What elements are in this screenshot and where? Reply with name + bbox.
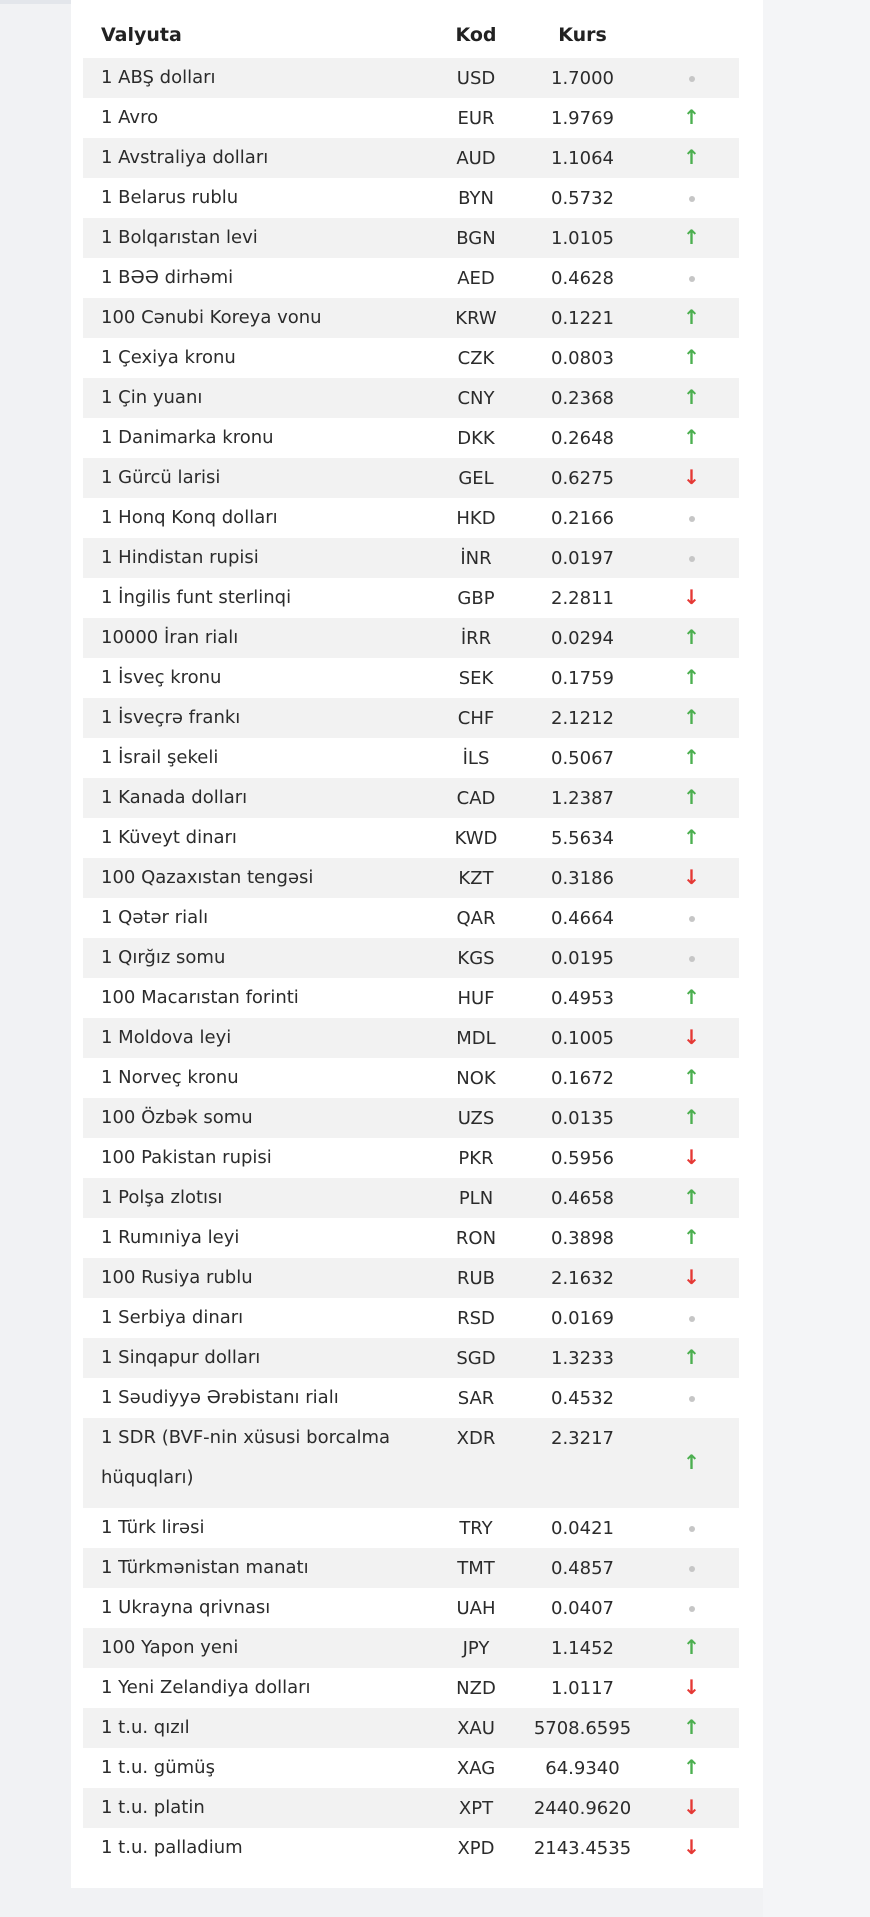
- exchange-rate: 2.1632: [521, 1258, 644, 1298]
- arrow-up-icon: ↑: [683, 785, 700, 809]
- arrow-up-icon: ↑: [683, 385, 700, 409]
- table-row: [83, 178, 739, 218]
- table-row: [83, 818, 739, 858]
- currency-name: 1 Serbiya dinarı: [83, 1298, 431, 1338]
- arrow-up-icon: ↑: [683, 705, 700, 729]
- no-change-dot-icon: [689, 1396, 695, 1402]
- currency-code: CAD: [431, 778, 521, 818]
- currency-name: 1 Hindistan rupisi: [83, 538, 431, 578]
- table-row: [83, 1508, 739, 1548]
- currency-code: HUF: [431, 978, 521, 1018]
- arrow-up-icon: ↑: [683, 425, 700, 449]
- currency-name: 1 Yeni Zelandiya dolları: [83, 1668, 431, 1708]
- exchange-rate: 0.4664: [521, 898, 644, 938]
- currency-name: 1 Küveyt dinarı: [83, 818, 431, 858]
- arrow-up-icon: ↑: [683, 145, 700, 169]
- currency-table: [83, 12, 739, 1868]
- trend-cell: [644, 1338, 739, 1378]
- trend-cell: [644, 258, 739, 298]
- trend-cell: [644, 1668, 739, 1708]
- trend-cell: [644, 498, 739, 538]
- currency-code: RON: [431, 1218, 521, 1258]
- no-change-dot-icon: [689, 1606, 695, 1612]
- table-row: [83, 1018, 739, 1058]
- table-row: [83, 1138, 739, 1178]
- arrow-up-icon: ↑: [683, 1755, 700, 1779]
- currency-name: 1 Səudiyyə Ərəbistanı rialı: [83, 1378, 431, 1418]
- exchange-rate: 0.4658: [521, 1178, 644, 1218]
- no-change-dot-icon: [689, 516, 695, 522]
- currency-code: XAU: [431, 1708, 521, 1748]
- table-row: [83, 1338, 739, 1378]
- arrow-up-icon: ↑: [683, 665, 700, 689]
- trend-cell: [644, 338, 739, 378]
- currency-code: KZT: [431, 858, 521, 898]
- table-row: [83, 538, 739, 578]
- header-code: Kod: [455, 24, 497, 46]
- exchange-rate: 0.1221: [521, 298, 644, 338]
- table-row: [83, 1628, 739, 1668]
- currency-name: 1 Kanada dolları: [83, 778, 431, 818]
- currency-name: 1 Rumıniya leyi: [83, 1218, 431, 1258]
- currency-code: AUD: [431, 138, 521, 178]
- currency-code: GBP: [431, 578, 521, 618]
- trend-cell: [644, 1178, 739, 1218]
- table-row: [83, 138, 739, 178]
- table-row: [83, 698, 739, 738]
- exchange-rate: 0.3186: [521, 858, 644, 898]
- header-trend: [644, 12, 739, 58]
- table-row: [83, 1668, 739, 1708]
- trend-cell: [644, 218, 739, 258]
- header-rate: Kurs: [558, 24, 607, 46]
- arrow-up-icon: ↑: [683, 1715, 700, 1739]
- currency-code: JPY: [431, 1628, 521, 1668]
- currency-name: 1 Türk lirəsi: [83, 1508, 431, 1548]
- exchange-rate: 2143.4535: [521, 1828, 644, 1868]
- currency-code: QAR: [431, 898, 521, 938]
- trend-cell: [644, 1018, 739, 1058]
- exchange-rate: 0.0197: [521, 538, 644, 578]
- exchange-rate: 0.1672: [521, 1058, 644, 1098]
- currency-code: SGD: [431, 1338, 521, 1378]
- exchange-rate: 0.4628: [521, 258, 644, 298]
- table-row: [83, 1588, 739, 1628]
- exchange-rate: 1.1064: [521, 138, 644, 178]
- table-row: [83, 1258, 739, 1298]
- trend-cell: [644, 898, 739, 938]
- trend-cell: [644, 1378, 739, 1418]
- arrow-up-icon: ↑: [683, 1225, 700, 1249]
- exchange-rate: 1.0105: [521, 218, 644, 258]
- arrow-up-icon: ↑: [683, 305, 700, 329]
- currency-code: NOK: [431, 1058, 521, 1098]
- exchange-rate: 1.0117: [521, 1668, 644, 1708]
- arrow-down-icon: ↓: [683, 1795, 700, 1819]
- arrow-down-icon: ↓: [683, 1835, 700, 1859]
- exchange-rate: 1.7000: [521, 58, 644, 98]
- exchange-rate: 0.0169: [521, 1298, 644, 1338]
- arrow-down-icon: ↓: [683, 465, 700, 489]
- table-row: [83, 1418, 739, 1508]
- exchange-rate: 0.2648: [521, 418, 644, 458]
- table-row: [83, 338, 739, 378]
- arrow-down-icon: ↓: [683, 1025, 700, 1049]
- arrow-up-icon: ↑: [683, 1105, 700, 1129]
- arrow-down-icon: ↓: [683, 1265, 700, 1289]
- table-row: [83, 418, 739, 458]
- currency-code: CNY: [431, 378, 521, 418]
- table-header: [83, 12, 739, 58]
- trend-cell: [644, 178, 739, 218]
- table-row: [83, 778, 739, 818]
- exchange-rate: 0.1759: [521, 658, 644, 698]
- exchange-rate: 2.2811: [521, 578, 644, 618]
- currency-name: 1 BƏƏ dirhəmi: [83, 258, 431, 298]
- currency-code: TMT: [431, 1548, 521, 1588]
- table-row: [83, 1378, 739, 1418]
- exchange-rate: 0.0294: [521, 618, 644, 658]
- currency-code: İNR: [431, 538, 521, 578]
- no-change-dot-icon: [689, 276, 695, 282]
- exchange-rate: 0.0135: [521, 1098, 644, 1138]
- exchange-rate: 0.6275: [521, 458, 644, 498]
- currency-name: 1 Norveç kronu: [83, 1058, 431, 1098]
- table-row: [83, 258, 739, 298]
- trend-cell: [644, 618, 739, 658]
- table-row: [83, 378, 739, 418]
- arrow-up-icon: ↑: [683, 985, 700, 1009]
- trend-cell: [644, 1138, 739, 1178]
- arrow-up-icon: ↑: [683, 345, 700, 369]
- trend-cell: [644, 58, 739, 98]
- no-change-dot-icon: [689, 196, 695, 202]
- trend-cell: [644, 658, 739, 698]
- exchange-rate: 0.0407: [521, 1588, 644, 1628]
- exchange-rate: 0.2166: [521, 498, 644, 538]
- currency-code: TRY: [431, 1508, 521, 1548]
- exchange-rate: 0.0803: [521, 338, 644, 378]
- trend-cell: [644, 738, 739, 778]
- arrow-up-icon: ↑: [683, 1185, 700, 1209]
- arrow-up-icon: ↑: [683, 1450, 700, 1474]
- exchange-rate: 0.2368: [521, 378, 644, 418]
- currency-name: 1 İsrail şekeli: [83, 738, 431, 778]
- table-row: [83, 1058, 739, 1098]
- currency-name: 1 Gürcü larisi: [83, 458, 431, 498]
- header-currency: Valyuta: [101, 24, 182, 46]
- arrow-down-icon: ↓: [683, 1145, 700, 1169]
- trend-cell: [644, 1548, 739, 1588]
- exchange-rate: 0.4953: [521, 978, 644, 1018]
- trend-cell: [644, 778, 739, 818]
- trend-cell: [644, 1058, 739, 1098]
- trend-cell: [644, 538, 739, 578]
- currency-code: RSD: [431, 1298, 521, 1338]
- currency-name: 1 t.u. gümüş: [83, 1748, 431, 1788]
- no-change-dot-icon: [689, 916, 695, 922]
- currency-code: XDR: [431, 1418, 521, 1508]
- exchange-rate: 2.3217: [521, 1418, 644, 1508]
- currency-name: 1 Türkmənistan manatı: [83, 1548, 431, 1588]
- currency-name: 100 Cənubi Koreya vonu: [83, 298, 431, 338]
- trend-cell: [644, 578, 739, 618]
- arrow-down-icon: ↓: [683, 585, 700, 609]
- no-change-dot-icon: [689, 556, 695, 562]
- trend-cell: [644, 1298, 739, 1338]
- exchange-rate: 0.4857: [521, 1548, 644, 1588]
- no-change-dot-icon: [689, 76, 695, 82]
- currency-code: PKR: [431, 1138, 521, 1178]
- table-row: [83, 1788, 739, 1828]
- trend-cell: [644, 1788, 739, 1828]
- currency-name: 1 Çexiya kronu: [83, 338, 431, 378]
- currency-name: 1 t.u. qızıl: [83, 1708, 431, 1748]
- exchange-rate: 1.1452: [521, 1628, 644, 1668]
- exchange-rate: 1.3233: [521, 1338, 644, 1378]
- currency-code: XPT: [431, 1788, 521, 1828]
- exchange-rate: 0.3898: [521, 1218, 644, 1258]
- exchange-rate: 0.0421: [521, 1508, 644, 1548]
- table-row: [83, 1178, 739, 1218]
- trend-cell: [644, 1588, 739, 1628]
- table-row: [83, 658, 739, 698]
- currency-name: 10000 İran rialı: [83, 618, 431, 658]
- trend-cell: [644, 1748, 739, 1788]
- exchange-rate: 2.1212: [521, 698, 644, 738]
- no-change-dot-icon: [689, 956, 695, 962]
- currency-code: SAR: [431, 1378, 521, 1418]
- currency-code: HKD: [431, 498, 521, 538]
- table-row: [83, 498, 739, 538]
- table-row: [83, 738, 739, 778]
- arrow-up-icon: ↑: [683, 225, 700, 249]
- header-row: [83, 12, 739, 58]
- currency-name: 1 Çin yuanı: [83, 378, 431, 418]
- trend-cell: [644, 378, 739, 418]
- currency-name: 1 Moldova leyi: [83, 1018, 431, 1058]
- table-row: [83, 1098, 739, 1138]
- exchange-rate: 0.1005: [521, 1018, 644, 1058]
- currency-code: İRR: [431, 618, 521, 658]
- currency-code: BYN: [431, 178, 521, 218]
- currency-name: 1 ABŞ dolları: [83, 58, 431, 98]
- currency-code: İLS: [431, 738, 521, 778]
- trend-cell: [644, 418, 739, 458]
- trend-cell: [644, 458, 739, 498]
- trend-cell: [644, 98, 739, 138]
- arrow-up-icon: ↑: [683, 105, 700, 129]
- currency-name: 1 Qırğız somu: [83, 938, 431, 978]
- currency-code: SEK: [431, 658, 521, 698]
- arrow-up-icon: ↑: [683, 745, 700, 769]
- table-row: [83, 1748, 739, 1788]
- exchange-rate: 1.2387: [521, 778, 644, 818]
- table-row: [83, 578, 739, 618]
- right-gutter: [763, 0, 870, 1917]
- table-row: [83, 1218, 739, 1258]
- currency-name: 100 Özbək somu: [83, 1098, 431, 1138]
- table-row: [83, 1708, 739, 1748]
- exchange-rate: 64.9340: [521, 1748, 644, 1788]
- table-row: [83, 1298, 739, 1338]
- trend-cell: [644, 1258, 739, 1298]
- table-row: [83, 858, 739, 898]
- table-row: [83, 1828, 739, 1868]
- table-row: [83, 938, 739, 978]
- currency-code: CZK: [431, 338, 521, 378]
- arrow-up-icon: ↑: [683, 1345, 700, 1369]
- currency-code: BGN: [431, 218, 521, 258]
- currency-name: 1 Qətər rialı: [83, 898, 431, 938]
- arrow-up-icon: ↑: [683, 625, 700, 649]
- exchange-rate: 5708.6595: [521, 1708, 644, 1748]
- trend-cell: [644, 1828, 739, 1868]
- table-body: [83, 58, 739, 1868]
- arrow-up-icon: ↑: [683, 1065, 700, 1089]
- currency-name: 1 Honq Konq dolları: [83, 498, 431, 538]
- table-row: [83, 218, 739, 258]
- exchange-rate: 5.5634: [521, 818, 644, 858]
- table-row: [83, 458, 739, 498]
- exchange-rate: 0.5956: [521, 1138, 644, 1178]
- trend-cell: [644, 858, 739, 898]
- trend-cell: [644, 298, 739, 338]
- currency-code: DKK: [431, 418, 521, 458]
- currency-code: AED: [431, 258, 521, 298]
- currency-code: MDL: [431, 1018, 521, 1058]
- currency-name: 1 İsveç kronu: [83, 658, 431, 698]
- currency-name: 1 Sinqapur dolları: [83, 1338, 431, 1378]
- currency-name: 1 İngilis funt sterlinqi: [83, 578, 431, 618]
- trend-cell: [644, 818, 739, 858]
- trend-cell: [644, 1418, 739, 1508]
- trend-cell: [644, 698, 739, 738]
- exchange-rate: 0.0195: [521, 938, 644, 978]
- currency-name: 100 Macarıstan forinti: [83, 978, 431, 1018]
- currency-name: 100 Rusiya rublu: [83, 1258, 431, 1298]
- currency-name: 100 Yapon yeni: [83, 1628, 431, 1668]
- table-row: [83, 898, 739, 938]
- exchange-rate: 0.5732: [521, 178, 644, 218]
- currency-code: KGS: [431, 938, 521, 978]
- currency-code: GEL: [431, 458, 521, 498]
- no-change-dot-icon: [689, 1566, 695, 1572]
- arrow-up-icon: ↑: [683, 1635, 700, 1659]
- currency-code: CHF: [431, 698, 521, 738]
- currency-code: RUB: [431, 1258, 521, 1298]
- currency-code: XPD: [431, 1828, 521, 1868]
- currency-code: EUR: [431, 98, 521, 138]
- currency-code: UZS: [431, 1098, 521, 1138]
- exchange-rate: 0.5067: [521, 738, 644, 778]
- currency-code: KWD: [431, 818, 521, 858]
- exchange-rate: 2440.9620: [521, 1788, 644, 1828]
- currency-name: 100 Pakistan rupisi: [83, 1138, 431, 1178]
- table-row: [83, 618, 739, 658]
- currency-name: 100 Qazaxıstan tengəsi: [83, 858, 431, 898]
- trend-cell: [644, 978, 739, 1018]
- currency-name: 1 t.u. platin: [83, 1788, 431, 1828]
- currency-code: PLN: [431, 1178, 521, 1218]
- no-change-dot-icon: [689, 1526, 695, 1532]
- table-row: [83, 98, 739, 138]
- trend-cell: [644, 1708, 739, 1748]
- no-change-dot-icon: [689, 1316, 695, 1322]
- trend-cell: [644, 1218, 739, 1258]
- currency-name: 1 İsveçrə frankı: [83, 698, 431, 738]
- currency-name: 1 SDR (BVF-nin xüsusi borcalma hüquqları): [83, 1418, 431, 1508]
- currency-card: [71, 0, 763, 1888]
- currency-name: 1 Bolqarıstan levi: [83, 218, 431, 258]
- trend-cell: [644, 1098, 739, 1138]
- table-row: [83, 58, 739, 98]
- trend-cell: [644, 138, 739, 178]
- currency-name: 1 Belarus rublu: [83, 178, 431, 218]
- trend-cell: [644, 1508, 739, 1548]
- exchange-rate: 0.4532: [521, 1378, 644, 1418]
- arrow-down-icon: ↓: [683, 1675, 700, 1699]
- currency-name: 1 Avro: [83, 98, 431, 138]
- currency-code: KRW: [431, 298, 521, 338]
- trend-cell: [644, 938, 739, 978]
- table-row: [83, 978, 739, 1018]
- arrow-down-icon: ↓: [683, 865, 700, 889]
- exchange-rate: 1.9769: [521, 98, 644, 138]
- currency-name: 1 Polşa zlotısı: [83, 1178, 431, 1218]
- currency-name: 1 Avstraliya dolları: [83, 138, 431, 178]
- arrow-up-icon: ↑: [683, 825, 700, 849]
- currency-code: UAH: [431, 1588, 521, 1628]
- trend-cell: [644, 1628, 739, 1668]
- currency-code: XAG: [431, 1748, 521, 1788]
- currency-code: NZD: [431, 1668, 521, 1708]
- table-row: [83, 298, 739, 338]
- currency-name: 1 Ukrayna qrivnası: [83, 1588, 431, 1628]
- table-row: [83, 1548, 739, 1588]
- currency-name: 1 Danimarka kronu: [83, 418, 431, 458]
- currency-name: 1 t.u. palladium: [83, 1828, 431, 1868]
- currency-code: USD: [431, 58, 521, 98]
